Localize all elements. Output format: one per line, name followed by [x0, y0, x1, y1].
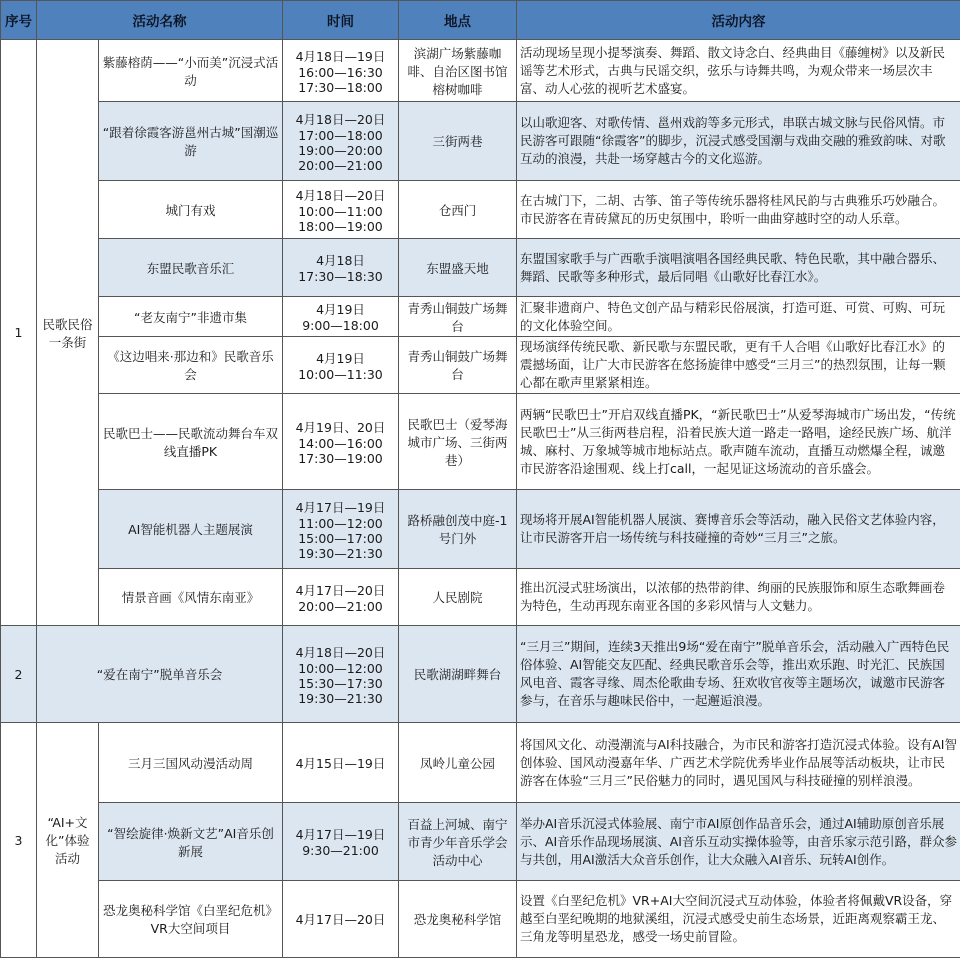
activity-place: 凤岭儿童公园 [399, 723, 517, 803]
activity-content: 东盟国家歌手与广西歌手演唱演唱各国经典民歌、特色民歌，其中融合器乐、舞蹈、民歌等多种形式，最后同唱《山歌好比春江水》。 [517, 239, 960, 297]
time-line: 15:30—17:30 [286, 676, 395, 691]
time-line: 11:00—12:00 [286, 516, 395, 531]
table-row [1, 239, 960, 297]
activity-name: “跟着徐霞客游邕州古城”国潮巡游 [99, 102, 283, 181]
header-content: 活动内容 [517, 1, 960, 40]
activity-name: 民歌巴士——民歌流动舞台车双线直播PK [99, 394, 283, 490]
table-row [1, 181, 960, 239]
header-place: 地点 [399, 1, 517, 40]
activity-name: “智绘旋律·焕新文艺”AI音乐创新展 [99, 803, 283, 881]
time-line: 17:30—18:00 [286, 80, 395, 95]
header-time: 时间 [283, 1, 399, 40]
table-row [1, 490, 960, 569]
table-row [1, 394, 960, 490]
activity-time [283, 181, 399, 239]
group-index: 3 [1, 723, 37, 958]
group-label: “AI+文化”体验活动 [37, 723, 99, 958]
time-line: 10:00—12:00 [286, 661, 395, 676]
activity-content: 汇聚非遗商户、特色文创产品与精彩民俗展演，打造可逛、可赏、可购、可玩的文化体验空间。 [517, 297, 960, 337]
activity-place: 滨湖广场紫藤咖啡、自治区图书馆榕树咖啡 [399, 40, 517, 102]
table-row [1, 337, 960, 394]
table-row [1, 881, 960, 958]
activity-place: 路桥融创茂中庭-1号门外 [399, 490, 517, 569]
table-row [1, 723, 960, 803]
activity-time [283, 626, 399, 723]
activity-content: 现场演绎传统民歌、新民歌与东盟民歌，更有千人合唱《山歌好比春江水》的震撼场面，让广大市民游客在悠扬旋律中感受“三月三”的热烈氛围，让每一颗心都在歌声里紧紧相连。 [517, 337, 960, 394]
activity-name: 城门有戏 [99, 181, 283, 239]
activity-content: 将国风文化、动漫潮流与AI科技融合，为市民和游客打造沉浸式体验。设有AI智创体验、国风动漫嘉年华、广西艺术学院优秀毕业作品展等活动板块，让市民游客在体验“三月三”民俗魅力的同时，遇见国风与科技碰撞的别样浪漫。 [517, 723, 960, 803]
time-line: 4月18日—20日 [286, 643, 395, 661]
table-row [1, 569, 960, 626]
time-line: 17:00—18:00 [286, 128, 395, 143]
activity-place: 恐龙奥秘科学馆 [399, 881, 517, 958]
time-line: 4月17日—20日 [286, 910, 395, 928]
time-line: 18:00—19:00 [286, 219, 395, 234]
activity-time [283, 569, 399, 626]
header-row [1, 1, 960, 40]
activity-time [283, 881, 399, 958]
activity-name: AI智能机器人主题展演 [99, 490, 283, 569]
activity-time [283, 297, 399, 337]
activity-content: 两辆“民歌巴士”开启双线直播PK，“新民歌巴士”从爱琴海城市广场出发，“传统民歌巴士”从三街两巷启程，沿着民族大道一路走一路唱，途经民族广场、航洋城、麻村、万象城等城市地标站点。歌声随车流动，直播互动燃爆全程，诚邀市民游客沿途围观、线上打call，一起见证这场流动的音乐盛会。 [517, 394, 960, 490]
activity-place: 东盟盛天地 [399, 239, 517, 297]
table-row [1, 803, 960, 881]
activity-place: 青秀山铜鼓广场舞台 [399, 297, 517, 337]
activity-content: 现场将开展AI智能机器人展演、赛博音乐会等活动，融入民俗文艺体验内容，让市民游客开启一场传统与科技碰撞的奇妙“三月三”之旅。 [517, 490, 960, 569]
activity-time [283, 40, 399, 102]
activity-name: 紫藤榕荫——“小而美”沉浸式活动 [99, 40, 283, 102]
activity-name: “老友南宁”非遗市集 [99, 297, 283, 337]
activity-place: 百益上河城、南宁市青少年音乐学会活动中心 [399, 803, 517, 881]
time-line: 4月18日—20日 [286, 186, 395, 204]
activity-time [283, 239, 399, 297]
activity-place: 民歌湖湖畔舞台 [399, 626, 517, 723]
time-line: 4月19日、20日 [286, 418, 395, 436]
time-line: 4月18日—19日 [286, 47, 395, 65]
activity-content: 推出沉浸式驻场演出，以浓郁的热带韵律、绚丽的民族服饰和原生态歌舞画卷为特色，生动再现东南亚各国的多彩风情与人文魅力。 [517, 569, 960, 626]
time-line: 4月18日—20日 [286, 110, 395, 128]
time-line: 4月18日 [286, 251, 395, 269]
time-line: 4月19日 [286, 349, 395, 367]
time-line: 4月17日—19日 [286, 498, 395, 516]
activity-name: 情景音画《风情东南亚》 [99, 569, 283, 626]
time-line: 19:30—21:30 [286, 691, 395, 706]
time-line: 4月17日—20日 [286, 581, 395, 599]
time-line: 4月19日 [286, 300, 395, 318]
time-line: 20:00—21:00 [286, 599, 395, 614]
activity-time [283, 803, 399, 881]
activity-time [283, 723, 399, 803]
activity-content: 以山歌迎客、对歌传情、邕州戏韵等多元形式，串联古城文脉与民俗风情。市民游客可跟随“徐霞客”的脚步，沉浸式感受国潮与戏曲交融的雅致韵味、对歌互动的浪漫，共赴一场穿越古今的文化巡游。 [517, 102, 960, 181]
activity-place: 青秀山铜鼓广场舞台 [399, 337, 517, 394]
activity-time [283, 394, 399, 490]
activity-name: 恐龙奥秘科学馆《白垩纪危机》VR大空间项目 [99, 881, 283, 958]
time-line: 9:30—21:00 [286, 843, 395, 858]
activity-time [283, 337, 399, 394]
table-row [1, 297, 960, 337]
table-row [1, 40, 960, 102]
activity-name: 三月三国风动漫活动周 [99, 723, 283, 803]
table-row [1, 102, 960, 181]
group-label: 民歌民俗一条街 [37, 40, 99, 626]
activity-name: 《这边唱来·那边和》民歌音乐会 [99, 337, 283, 394]
activity-time [283, 102, 399, 181]
activity-content: 活动现场呈现小提琴演奏、舞蹈、散文诗念白、经典曲目《藤缠树》以及新民谣等艺术形式，古典与民谣交织，弦乐与诗舞共鸣，为观众带来一场层次丰富、动人心弦的视听艺术盛宴。 [517, 40, 960, 102]
time-line: 10:00—11:00 [286, 204, 395, 219]
time-line: 19:00—20:00 [286, 143, 395, 158]
time-line: 20:00—21:00 [286, 158, 395, 173]
time-line: 10:00—11:30 [286, 367, 395, 382]
header-name: 活动名称 [37, 1, 283, 40]
time-line: 16:00—16:30 [286, 65, 395, 80]
activity-time [283, 490, 399, 569]
activity-place: 人民剧院 [399, 569, 517, 626]
time-line: 15:00—17:00 [286, 531, 395, 546]
activity-content: “三月三”期间，连续3天推出9场“爱在南宁”脱单音乐会，活动融入广西特色民俗体验、AI智能交友匹配、经典民歌音乐会等，推出欢乐跑、时光汇、民族国风电音、霞客寻缘、周杰伦歌曲专场、狂欢收官夜等主题场次，诚邀市民游客参与，在音乐与趣味民俗中，一起邂逅浪漫。 [517, 626, 960, 723]
group-index: 2 [1, 626, 37, 723]
activity-content: 在古城门下，二胡、古筝、笛子等传统乐器将桂风民韵与古典雅乐巧妙融合。市民游客在青砖黛瓦的历史氛围中，聆听一曲曲穿越时空的动人乐章。 [517, 181, 960, 239]
activity-name: “爱在南宁”脱单音乐会 [37, 626, 283, 723]
time-line: 4月17日—19日 [286, 825, 395, 843]
activity-place: 民歌巴士（爱琴海城市广场、三街两巷） [399, 394, 517, 490]
activity-content: 设置《白垩纪危机》VR+AI大空间沉浸式互动体验，体验者将佩戴VR设备，穿越至白垩纪晚期的地狱溪组，沉浸式感受史前生态场景，近距离观察霸王龙、三角龙等明星恐龙，感受一场史前冒险。 [517, 881, 960, 958]
header-index: 序号 [1, 1, 37, 40]
group-index: 1 [1, 40, 37, 626]
time-line: 17:30—18:30 [286, 269, 395, 284]
activity-place: 三街两巷 [399, 102, 517, 181]
activity-name: 东盟民歌音乐汇 [99, 239, 283, 297]
activity-place: 仓西门 [399, 181, 517, 239]
time-line: 9:00—18:00 [286, 318, 395, 333]
time-line: 17:30—19:00 [286, 451, 395, 466]
time-line: 19:30—21:30 [286, 546, 395, 561]
table-row [1, 626, 960, 723]
activity-content: 举办AI音乐沉浸式体验展、南宁市AI原创作品音乐会，通过AI辅助原创音乐展示、AI音乐作品现场展演、AI音乐互动实操体验等，由音乐家示范引路，群众参与共创，用AI激活大众音乐创作，让大众融入AI音乐、玩转AI创作。 [517, 803, 960, 881]
time-line: 4月15日—19日 [286, 754, 395, 772]
time-line: 14:00—16:00 [286, 436, 395, 451]
